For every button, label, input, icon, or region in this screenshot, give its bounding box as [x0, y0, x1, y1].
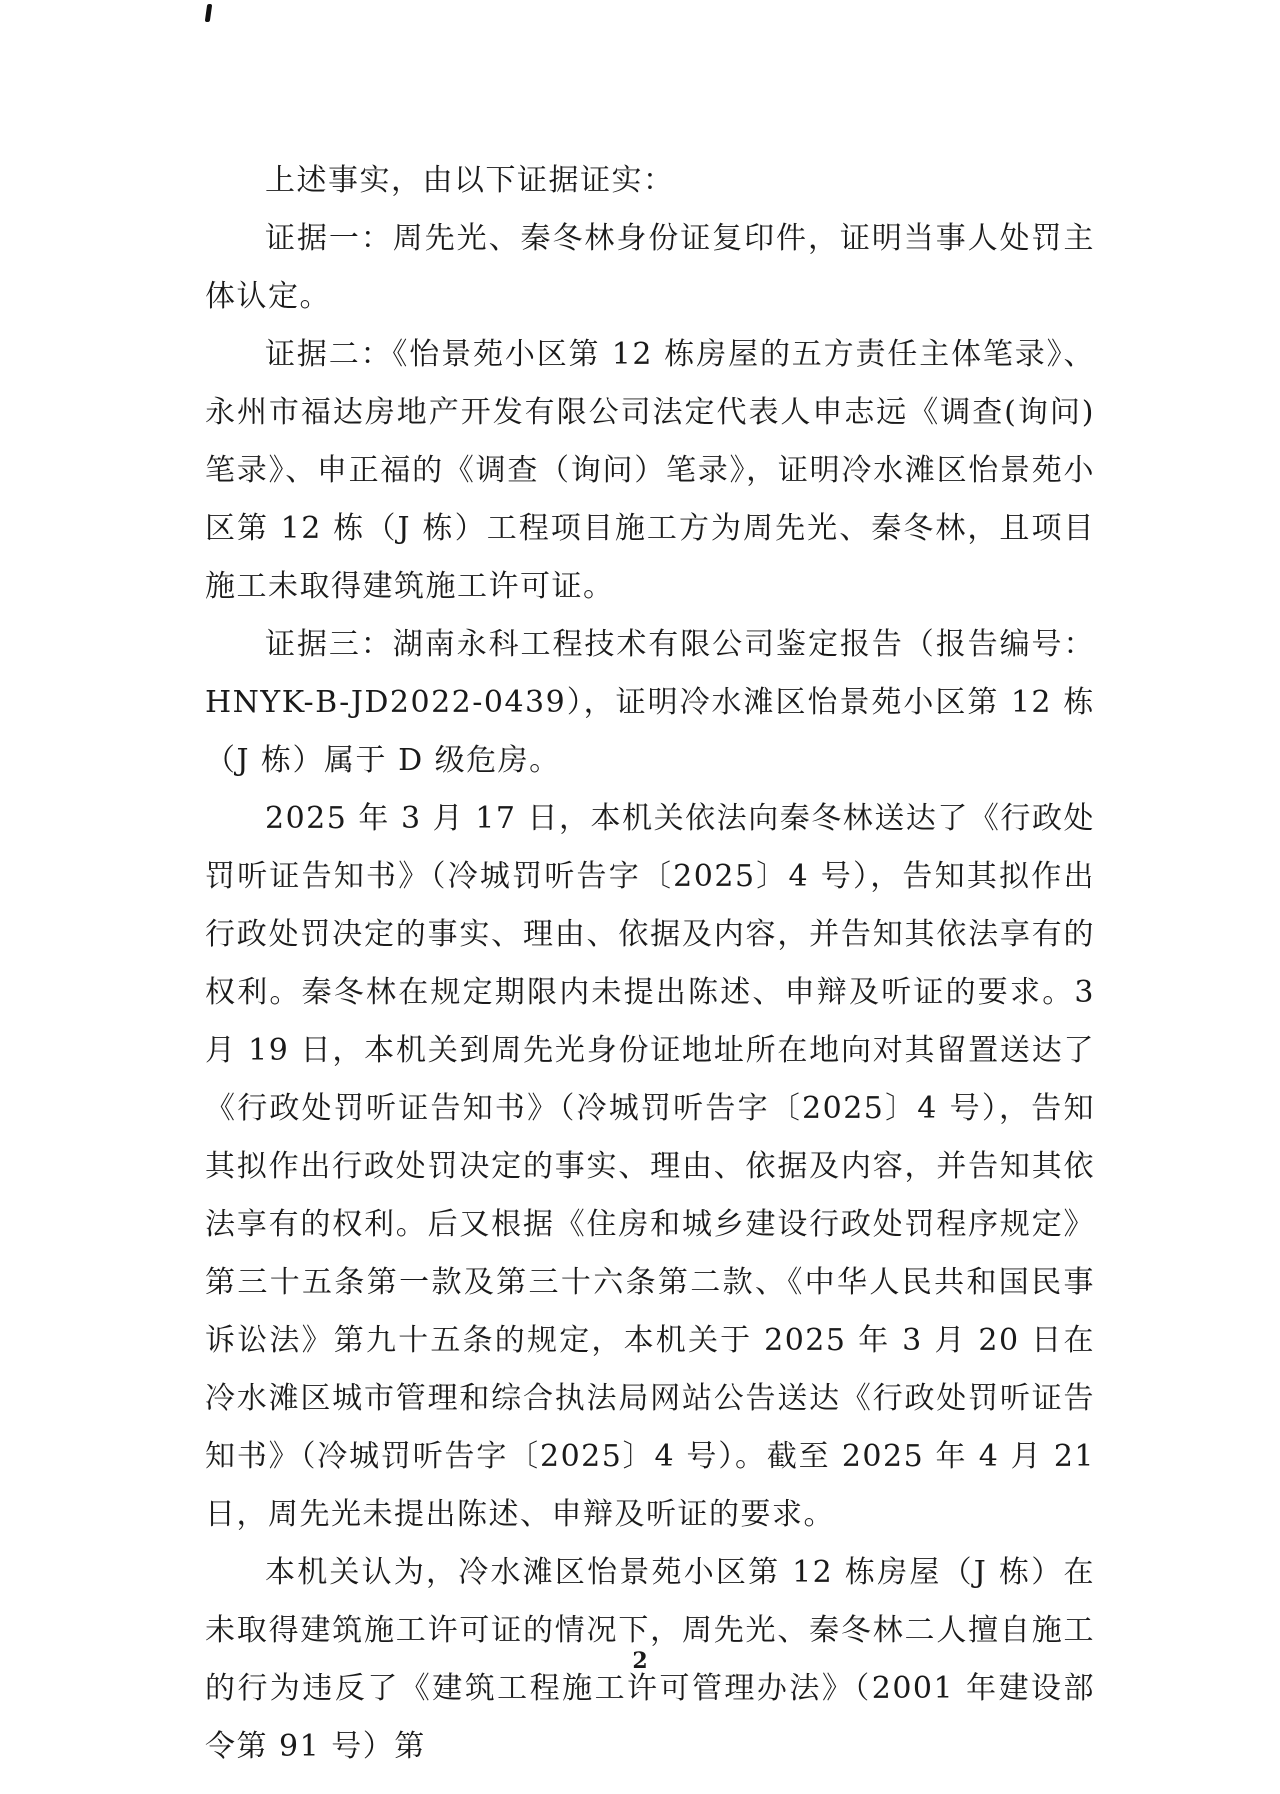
page-number: 2: [632, 1648, 648, 1674]
paragraph-hearing-notice: 2025 年 3 月 17 日，本机关依法向秦冬林送达了《行政处罚听证告知书》（冷城罚听告字〔2025〕4 号），告知其拟作出行政处罚决定的事实、理由、依据及内容，并告知其依法享有的权利。秦冬林在规定期限内未提出陈述、申辩及听证的要求。3 月 19 日，本机关到周先光身份证地址所在地向对其留置送达了《行政处罚听证告知书》（冷城罚听告字〔2025〕4 号），告知其拟作出行政处罚决定的事实、理由、依据及内容，并告知其依法享有的权利。后又根据《住房和城乡建设行政处罚程序规定》第三十五条第一款及第三十六条第二款、《中华人民共和国民事诉讼法》第九十五条的规定，本机关于 2025 年 3 月 20 日在冷水滩区城市管理和综合执法局网站公告送达《行政处罚听证告知书》（冷城罚听告字〔2025〕4 号）。截至 2025 年 4 月 21 日，周先光未提出陈述、申辩及听证的要求。: [205, 801, 1095, 1532]
paragraph-evidence-1: 证据一：周先光、秦冬林身份证复印件，证明当事人处罚主体认定。: [205, 221, 1095, 314]
paragraph-evidence-3: 证据三：湖南永科工程技术有限公司鉴定报告（报告编号：HNYK-B-JD2022-0439），证明冷水滩区怡景苑小区第 12 栋（J 栋）属于 D 级危房。: [205, 627, 1095, 778]
document-body: [205, 152, 1095, 1776]
paragraph-conclusion: 本机关认为，冷水滩区怡景苑小区第 12 栋房屋（J 栋）在未取得建筑施工许可证的情况下，周先光、秦冬林二人擅自施工的行为违反了《建筑工程施工许可管理办法》（2001 年建设部令第 91 号）第: [205, 1555, 1095, 1764]
paragraph-evidence-intro: 上述事实，由以下证据证实：: [265, 163, 675, 198]
paragraph-evidence-2: 证据二：《怡景苑小区第 12 栋房屋的五方责任主体笔录》、永州市福达房地产开发有限公司法定代表人申志远《调查(询问)笔录》、申正福的《调查（询问）笔录》，证明冷水滩区怡景苑小区第 12 栋（J 栋）工程项目施工方为周先光、秦冬林，且项目施工未取得建筑施工许可证。: [205, 337, 1095, 604]
scan-mark: [205, 4, 213, 22]
